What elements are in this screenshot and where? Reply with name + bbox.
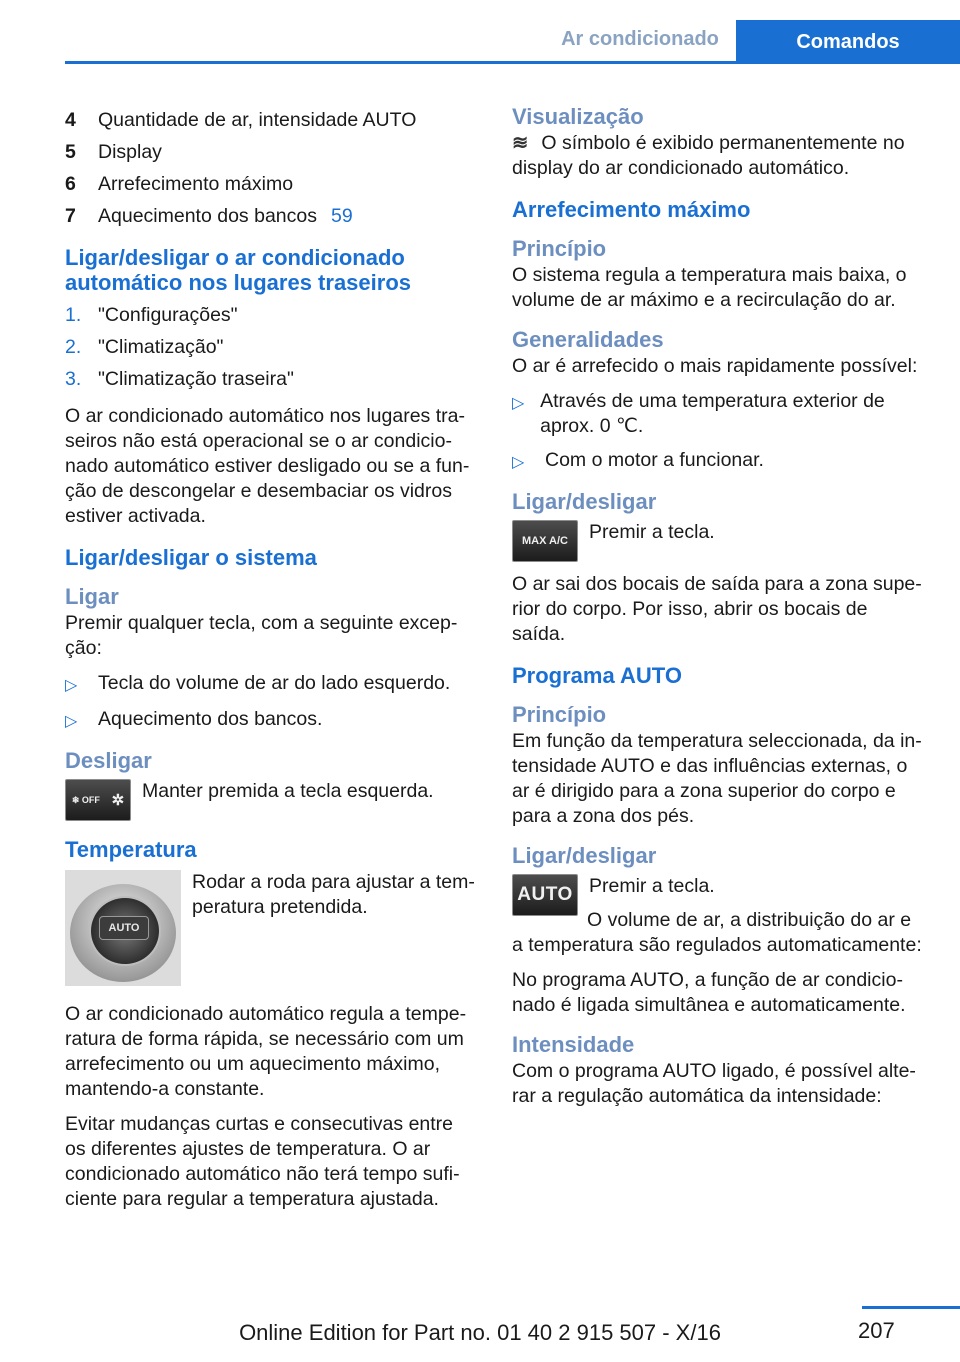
bullet-item (512, 389, 926, 439)
bullet-text: Tecla do volume de ar do lado esquerdo. (98, 672, 451, 694)
step-number: 1. (65, 304, 82, 326)
step-item (65, 335, 479, 360)
heading-temperature: Temperatura (65, 837, 197, 862)
step-item (65, 303, 479, 328)
paragraph-rear: O ar condicionado automático nos lugares traseiros não está operacional se o ar condicionado automático estiver desligado ou se a função de descongelar e desembaciar os vidros estiver activada. (65, 405, 470, 527)
paragraph-intensity: Com o programa AUTO ligado, é possível alterar a regulação automática da intensidade: (512, 1060, 916, 1107)
list-item (65, 108, 479, 133)
auto-key-image: AUTO (512, 874, 578, 916)
switch-off-block (65, 779, 479, 821)
step-text: "Configurações" (98, 304, 238, 326)
paragraph-switch-on: Premir qualquer tecla, com a seguinte excepção: (65, 612, 458, 659)
bullet-item (65, 671, 479, 698)
heading-onoff-1: Ligar/desligar (512, 489, 657, 514)
heading-onoff-2: Ligar/desligar (512, 843, 657, 868)
bullet-text: Com o motor a funcionar. (545, 449, 764, 471)
triangle-bullet-icon: ▷ (512, 395, 525, 412)
paragraph-knob: Rodar a roda para ajustar a temperatura pretendida. (192, 871, 475, 918)
edition-footer: Online Edition for Part no. 01 40 2 915 507 - X/16 (239, 1320, 721, 1345)
heading-auto-program: Programa AUTO (512, 663, 682, 688)
step-number: 2. (65, 336, 82, 358)
paragraph-vents: O ar sai dos bocais de saída para a zona superior do corpo. Por isso, abrir os bocais de saída. (512, 573, 922, 645)
paragraph-principle-2: Em função da temperatura seleccionada, da intensidade AUTO e das influências externas, o ar é dirigido para a zona superior do corpo e para a zona dos pés. (512, 730, 922, 827)
step-text: "Climatização traseira" (98, 368, 294, 390)
step-number: 3. (65, 368, 82, 390)
page-reference-link[interactable]: 59 (330, 205, 353, 227)
footer-rule (862, 1306, 960, 1309)
paragraph-auto: No programa AUTO, a função de ar condicionado é ligada simultânea e automaticamente. (512, 969, 906, 1016)
item-number: 5 (65, 141, 76, 163)
max-ac-block (512, 520, 926, 562)
max-ac-key-image: MAX A/C (512, 520, 578, 562)
item-text: Quantidade de ar, intensidade AUTO (98, 109, 417, 131)
list-item (65, 140, 479, 165)
heading-switch-off: Desligar (65, 748, 152, 773)
paragraph-switch-off: Manter premida a tecla esquerda. (142, 780, 434, 802)
bullet-item (65, 707, 479, 734)
heading-max-cooling: Arrefecimento máximo (512, 197, 751, 222)
triangle-bullet-icon: ▷ (65, 677, 78, 694)
paragraph-onoff-2a: Premir a tecla. (589, 875, 715, 897)
heading-general: Generalidades (512, 327, 664, 352)
heading-display: Visualização (512, 104, 644, 129)
steps-list (65, 303, 479, 392)
item-text: Arrefecimento máximo (98, 173, 294, 195)
defrost-icon: ≋ (512, 132, 527, 154)
paragraph-display (512, 131, 926, 181)
item-number: 4 (65, 109, 76, 131)
item-text: Display (98, 141, 162, 163)
paragraph-onoff-1: Premir a tecla. (589, 521, 715, 543)
step-text: "Climatização" (98, 336, 224, 358)
heading-rear-climate: Ligar/desligar o ar condicionado automático nos lugares traseiros (65, 245, 411, 295)
paragraph-temperature-1: O ar condicionado automático regula a temperatura de forma rápida, se necessário com um arrefecimento ou um aquecimento máximo, mantendo-a constante. (65, 1003, 467, 1100)
header-section-title: Ar condicionado (561, 28, 719, 50)
temperature-knob-block (65, 870, 479, 986)
heading-intensity: Intensidade (512, 1032, 635, 1057)
triangle-bullet-icon: ▷ (512, 454, 525, 471)
right-column (512, 104, 926, 1119)
fan-icon: ✲ (111, 792, 125, 809)
header-chapter-tab: Comandos (736, 20, 960, 61)
fan-off-icon: ❄ OFF (71, 794, 100, 805)
display-text: O símbolo é exibido permanentemente no display do ar condicionado automático. (512, 132, 905, 179)
heading-switch-on: Ligar (65, 584, 119, 609)
bullet-text: Aquecimento dos bancos. (98, 708, 323, 730)
numbered-legend (65, 108, 479, 229)
header-rule (65, 61, 960, 64)
paragraph-general: O ar é arrefecido o mais rapidamente possível: (512, 355, 918, 377)
heading-principle-1: Princípio (512, 236, 607, 261)
list-item (65, 204, 479, 229)
left-column (65, 108, 479, 1222)
item-number: 7 (65, 205, 76, 227)
knob-auto-label: AUTO (99, 916, 149, 940)
item-text: Aquecimento dos bancos (98, 205, 317, 227)
item-number: 6 (65, 173, 76, 195)
paragraph-temperature-2: Evitar mudanças curtas e consecutivas entre os diferentes ajustes de temperatura. O ar condicionado automático não terá tempo suficiente para regular a temperatura ajustada. (65, 1113, 460, 1210)
paragraph-onoff-2b: O volume de ar, a distribuição do ar e a temperatura são regulados automaticamente: (512, 909, 922, 956)
step-item (65, 367, 479, 392)
heading-principle-2: Princípio (512, 702, 607, 727)
bullet-text: Através de uma temperatura exterior de aprox. 0 ℃. (540, 390, 885, 437)
bullet-item (512, 448, 926, 475)
triangle-bullet-icon: ▷ (65, 713, 78, 730)
temperature-knob-image (65, 870, 181, 986)
fan-off-key-image (65, 779, 131, 821)
heading-system-onoff: Ligar/desligar o sistema (65, 545, 317, 570)
list-item (65, 172, 479, 197)
page-number: 207 (858, 1318, 895, 1343)
paragraph-principle-1: O sistema regula a temperatura mais baixa, o volume de ar máximo e a recirculação do ar. (512, 264, 907, 311)
